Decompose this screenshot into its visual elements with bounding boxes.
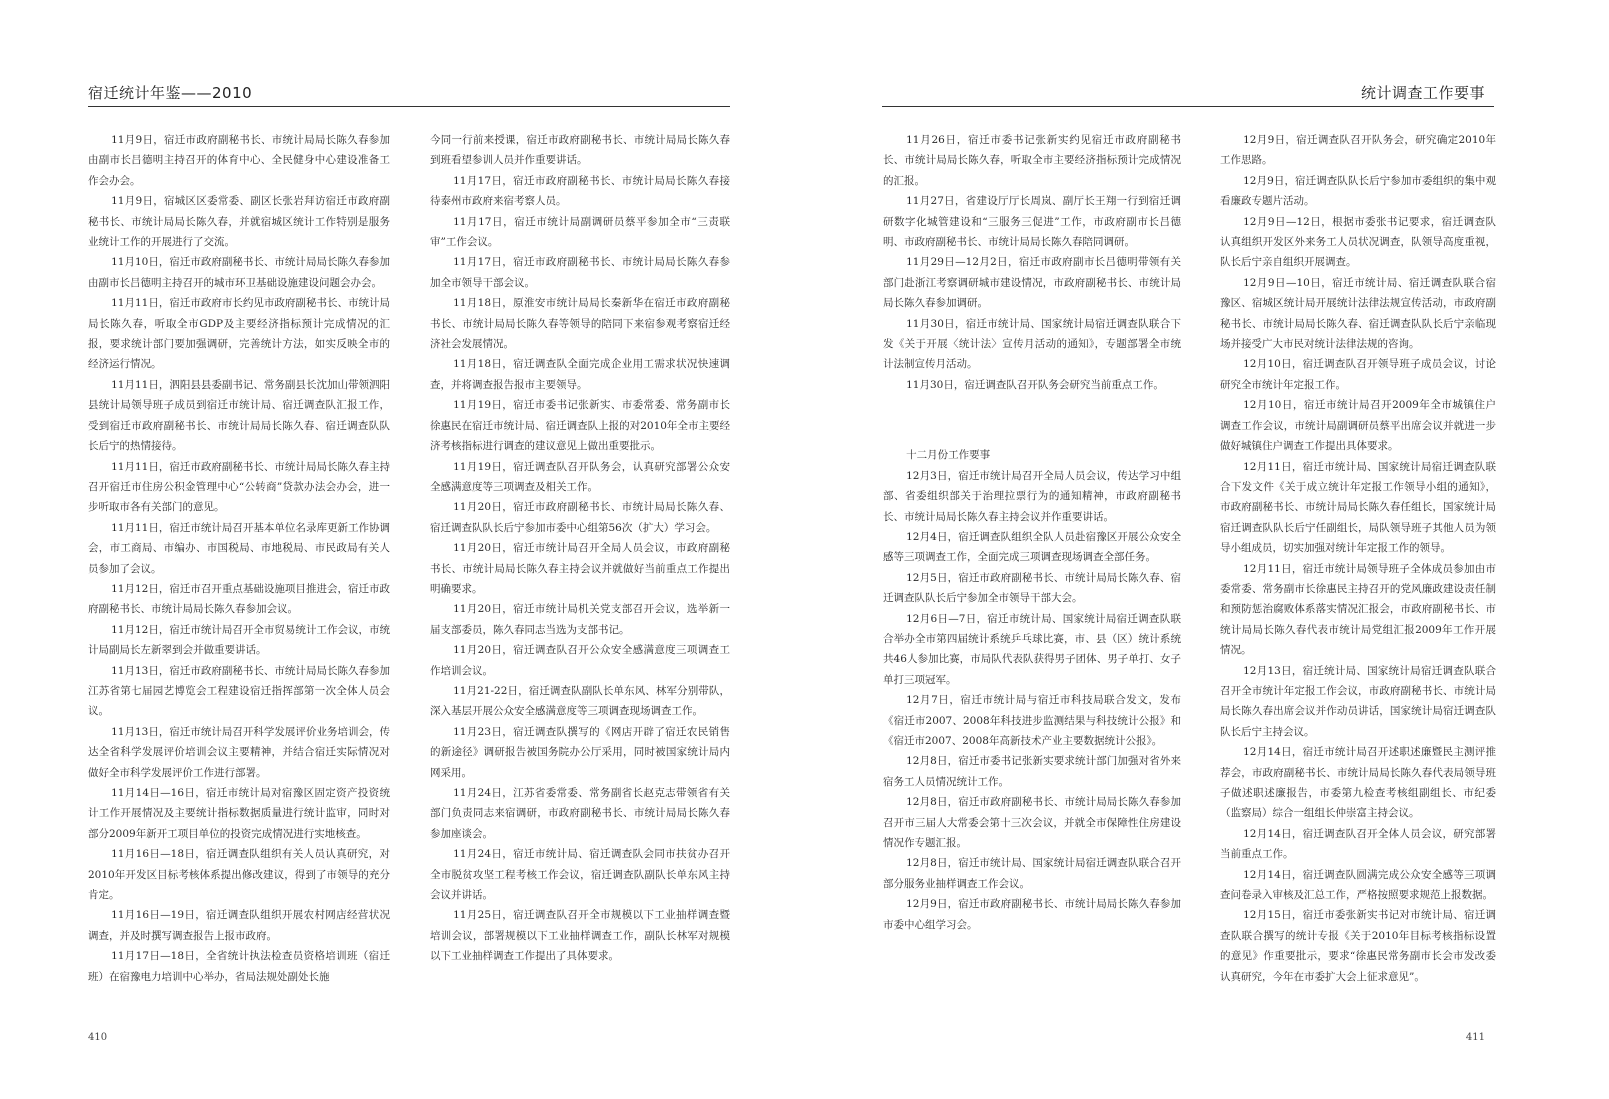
paragraph: 11月16日—18日，宿迁调查队组织有关人员认真研究，对2010年开发区目标考核体系提出修改建议，得到了市领导的充分肯定。 xyxy=(88,848,390,902)
paragraph: 12月13日，宿迁统计局、国家统计局宿迁调查队联合召开全市统计年定报工作会议，市政府副秘书长、市统计局局长陈久春出席会议并作动员讲话，国家统计局宿迁调查队队长后宁主持会议。 xyxy=(1220,664,1496,738)
paragraph: 11月11日，泗阳县县委副书记、常务副县长沈加山带领泗阳县统计局领导班子成员到宿迁市统计局、宿迁调查队汇报工作，受到宿迁市政府副秘书长、市统计局局长陈久春、宿迁调查队队长后宁的热情接待。 xyxy=(88,378,390,453)
paragraph: 12月9日，宿迁调查队队长后宁参加市委组织的集中观看廉政专题片活动。 xyxy=(1220,174,1496,208)
paragraph: 11月17日，宿迁市统计局副调研员蔡平参加全市“三责联审”工作会议。 xyxy=(430,215,730,249)
paragraph: 11月20日，宿迁市统计局召开全局人员会议，市政府副秘书长、市统计局局长陈久春主持会议并就做好当前重点工作提出明确要求。 xyxy=(430,542,730,595)
left-header-rule xyxy=(88,106,730,107)
right-page xyxy=(809,0,1609,1099)
paragraph: 12月6日—7日，宿迁市统计局、国家统计局宿迁调查队联合举办全市第四届统计系统乒乓球比赛，市、县（区）统计系统共46人参加比赛，市局队代表队获得男子团体、男子单打、女子单打三项冠军。 xyxy=(883,612,1181,686)
left-column-1 xyxy=(88,130,390,1020)
paragraph: 11月18日，宿迁调查队全面完成企业用工需求状况快速调查，并将调查报告报市主要领导。 xyxy=(430,358,730,391)
paragraph: 12月4日，宿迁调查队组织全队人员赴宿豫区开展公众安全感等三项调查工作，全面完成三项调查现场调查全部任务。 xyxy=(883,530,1181,564)
paragraph: 12月11日，宿迁市统计局、国家统计局宿迁调查队联合下发文件《关于成立统计年定报工作领导小组的通知》，市政府副秘书长、市统计局局长陈久春任组长，国家统计局宿迁调查队队长后宁任副组长，局队领导班子其他人员为领导小组成员，切实加强对统计年定报工作的领导。 xyxy=(1220,460,1496,555)
left-page xyxy=(0,0,800,1099)
paragraph: 11月29日—12月2日，宿迁市政府副市长吕德明带领有关部门赴浙江考察调研城市建设情况，市政府副秘书长、市统计局局长陈久春参加调研。 xyxy=(883,256,1181,310)
paragraph: 11月18日，原淮安市统计局局长秦新华在宿迁市政府副秘书长、市统计局局长陈久春等领导的陪同下来宿参观考察宿迁经济社会发展情况。 xyxy=(430,297,730,351)
paragraph: 12月7日，宿迁市统计局与宿迁市科技局联合发文，发布《宿迁市2007、2008年科技进步监测结果与科技统计公报》和《宿迁市2007、2008年高新技术产业主要数据统计公报》。 xyxy=(883,694,1181,747)
left-page-number: 410 xyxy=(88,1032,108,1043)
paragraph: 11月17日—18日，全省统计执法检查员资格培训班（宿迁班）在宿豫电力培训中心举办，省局法规处副处长施 xyxy=(88,950,390,983)
paragraph: 12月9日—12日，根据市委张书记要求，宿迁调查队认真组织开发区外来务工人员状况调查，队领导高度重视，队长后宁亲自组织开展调查。 xyxy=(1220,215,1496,269)
paragraph: 12月14日，宿迁调查队圆满完成公众安全感等三项调查问卷录入审核及汇总工作，严格按照要求规范上报数据。 xyxy=(1220,868,1496,902)
paragraph: 11月30日，宿迁调查队召开队务会研究当前重点工作。 xyxy=(906,378,1164,391)
paragraph: 12月8日，宿迁市政府副秘书长、市统计局局长陈久春参加召开市三届人大常委会第十三次会议，并就全市保障性住房建设情况作专题汇报。 xyxy=(883,796,1181,849)
paragraph: 11月30日，宿迁市统计局、国家统计局宿迁调查队联合下发《关于开展〈统计法〉宣传月活动的通知》，专题部署全市统计法制宣传月活动。 xyxy=(883,317,1181,371)
right-header-rule xyxy=(882,106,1494,107)
paragraph: 12月8日，宿迁市统计局、国家统计局宿迁调查队联合召开部分服务业抽样调查工作会议。 xyxy=(883,857,1181,890)
paragraph: 12月14日，宿迁调查队召开全体人员会议，研究部署当前重点工作。 xyxy=(1220,827,1496,861)
paragraph: 12月9日，宿迁市政府副秘书长、市统计局局长陈久春参加市委中心组学习会。 xyxy=(883,898,1181,931)
paragraph: 11月19日，宿迁市委书记张新实、市委常委、常务副市长徐惠民在宿迁市统计局、宿迁调查队上报的对2010年全市主要经济考核指标进行调查的建议意见上做出重要批示。 xyxy=(430,399,730,453)
paragraph: 11月12日，宿迁市统计局召开全市贸易统计工作会议，市统计局副局长左新翠到会并做重要讲话。 xyxy=(88,623,390,657)
paragraph: 11月11日，宿迁市统计局召开基本单位名录库更新工作协调会，市工商局、市编办、市国税局、市地税局、市民政局有关人员参加了会议。 xyxy=(88,521,390,575)
paragraph: 11月13日，宿迁市统计局召开科学发展评价业务培训会，传达全省科学发展评价培训会议主要精神，并结合宿迁实际情况对做好全市科学发展评价工作进行部署。 xyxy=(88,725,390,779)
paragraph: 12月15日，宿迁市委张新实书记对市统计局、宿迁调查队联合撰写的统计专报《关于2010年目标考核指标设置的意见》作重要批示，要求“徐惠民常务副市长会市发改委认真研究，今年在市委扩大会上征求意见”。 xyxy=(1220,909,1496,983)
paragraph: 12月10日，宿迁调查队召开领导班子成员会议，讨论研究全市统计年定报工作。 xyxy=(1220,358,1496,391)
paragraph: 12月8日，宿迁市委书记张新实要求统计部门加强对省外来宿务工人员情况统计工作。 xyxy=(883,755,1181,788)
right-page-number: 411 xyxy=(1465,1032,1485,1043)
paragraph: 11月14日—16日，宿迁市统计局对宿豫区固定资产投资统计工作开展情况及主要统计指标数据质量进行统计监审，同时对部分2009年新开工项目单位的投资完成情况进行实地核查。 xyxy=(88,787,390,840)
paragraph: 11月10日，宿迁市政府副秘书长、市统计局局长陈久春参加由副市长吕德明主持召开的城市环卫基础设施建设问题会办会。 xyxy=(88,256,390,289)
paragraph: 12月11日，宿迁市统计局领导班子全体成员参加由市委常委、常务副市长徐惠民主持召开的党风廉政建设责任制和预防惩治腐败体系落实情况汇报会，市政府副秘书长、市统计局局长陈久春代表市统计局党组汇报2009年工作开展情况。 xyxy=(1220,562,1496,657)
paragraph: 11月17日，宿迁市政府副秘书长、市统计局局长陈久春接待泰州市政府来宿考察人员。 xyxy=(430,174,730,208)
paragraph: 11月27日，省建设厅厅长周岚、副厅长王翔一行到宿迁调研数字化城管建设和“三服务三促进”工作，市政府副市长吕德明、市政府副秘书长、市统计局局长陈久春陪同调研。 xyxy=(883,195,1181,249)
paragraph: 11月13日，宿迁市政府副秘书长、市统计局局长陈久春参加江苏省第七届园艺博览会工程建设宿迁指挥部第一次全体人员会议。 xyxy=(88,664,390,718)
paragraph: 11月11日，宿迁市政府副秘书长、市统计局局长陈久春主持召开宿迁市住房公积金管理中心“公转商”贷款办法会办会，进一步听取市各有关部门的意见。 xyxy=(88,460,390,514)
paragraph: 12月14日，宿迁市统计局召开述职述廉暨民主测评推荐会，市政府副秘书长、市统计局局长陈久春代表局领导班子做述职述廉报告，市委第九检查考核组副组长、市纪委（监察局）综合一组组长仲崇富主持会议。 xyxy=(1220,746,1496,820)
paragraph: 12月3日，宿迁市统计局召开全局人员会议，传达学习中组部、省委组织部关于治理拉票行为的通知精神，市政府副秘书长、市统计局局长陈久春主持会议并作重要讲话。 xyxy=(883,469,1181,523)
paragraph: 11月19日，宿迁调查队召开队务会，认真研究部署公众安全感满意度等三项调查及相关工作。 xyxy=(430,460,730,493)
paragraph: 12月9日—10日，宿迁市统计局、宿迁调查队联合宿豫区、宿城区统计局开展统计法律法规宣传活动，市政府副秘书长、市统计局局长陈久春、宿迁调查队队长后宁亲临现场并接受广大市民对统计法律法规的咨询。 xyxy=(1220,276,1496,351)
paragraph: 11月23日，宿迁调查队撰写的《网店开辟了宿迁农民销售的新途径》调研报告被国务院办公厅采用，同时被国家统计局内网采用。 xyxy=(430,725,730,779)
paragraph: 11月9日，宿城区区委常委、副区长张岩拜访宿迁市政府副秘书长、市统计局局长陈久春，并就宿城区统计工作特别是服务业统计工作的开展进行了交流。 xyxy=(88,195,390,249)
paragraph: 11月9日，宿迁市政府副秘书长、市统计局局长陈久春参加由副市长吕德明主持召开的体育中心、全民健身中心建设准备工作会办会。 xyxy=(88,134,390,187)
paragraph: 12月5日，宿迁市政府副秘书长、市统计局局长陈久春、宿迁调查队队长后宁参加全市领导干部大会。 xyxy=(883,571,1181,605)
paragraph: 11月21-22日，宿迁调查队副队长单东风、林军分别带队，深入基层开展公众安全感满意度等三项调查现场调查工作。 xyxy=(430,684,730,718)
paragraph: 11月24日，江苏省委常委、常务副省长赵克志带领省有关部门负责同志来宿调研，市政府副秘书长、市统计局局长陈久春参加座谈会。 xyxy=(430,787,730,840)
paragraph: 11月17日，宿迁市政府副秘书长、市统计局局长陈久春参加全市领导干部会议。 xyxy=(430,256,730,289)
right-column-1 xyxy=(883,130,1181,1020)
paragraph: 11月20日，宿迁市政府副秘书长、市统计局局长陈久春、宿迁调查队队长后宁参加市委中心组第56次（扩大）学习会。 xyxy=(430,501,730,534)
paragraph: 11月16日—19日，宿迁调查队组织开展农村网店经营状况调查，并及时撰写调查报告上报市政府。 xyxy=(88,909,390,942)
left-column-2 xyxy=(430,130,730,1020)
right-running-head: 统计调查工作要事 xyxy=(1360,84,1485,102)
paragraph-continued: 今同一行前来授课，宿迁市政府副秘书长、市统计局局长陈久春到班看望参训人员并作重要讲话。 xyxy=(430,134,730,167)
paragraph: 12月9日，宿迁调查队召开队务会，研究确定2010年工作思路。 xyxy=(1220,134,1496,167)
left-running-head: 宿迁统计年鉴——2010 xyxy=(88,84,253,102)
paragraph: 11月26日，宿迁市委书记张新实约见宿迁市政府副秘书长、市统计局局长陈久春，听取全市主要经济指标预计完成情况的汇报。 xyxy=(883,134,1181,187)
paragraph: 11月12日，宿迁市召开重点基础设施项目推进会，宿迁市政府副秘书长、市统计局局长陈久春参加会议。 xyxy=(88,582,390,616)
right-column-2 xyxy=(1220,130,1496,1020)
section-title: 十二月份工作要事 xyxy=(906,449,991,462)
paragraph: 12月10日，宿迁市统计局召开2009年全市城镇住户调查工作会议，市统计局副调研员蔡平出席会议并就进一步做好城镇住户调查工作提出具体要求。 xyxy=(1220,399,1496,453)
paragraph: 11月20日，宿迁调查队召开公众安全感满意度三项调查工作培训会议。 xyxy=(430,644,730,677)
paragraph: 11月25日，宿迁调查队召开全市规模以下工业抽样调查暨培训会议，部署规模以下工业抽样调查工作，副队长林军对规模以下工业抽样调查工作提出了具体要求。 xyxy=(430,909,730,963)
paragraph: 11月24日，宿迁市统计局、宿迁调查队会同市扶贫办召开全市脱贫攻坚工程考核工作会议，宿迁调查队副队长单东风主持会议并讲话。 xyxy=(430,848,730,902)
paragraph: 11月11日，宿迁市政府市长约见市政府副秘书长、市统计局局长陈久春，听取全市GDP及主要经济指标预计完成情况的汇报，要求统计部门要加强调研，完善统计方法，如实反映全市的经济运行情况。 xyxy=(88,297,390,371)
paragraph: 11月20日，宿迁市统计局机关党支部召开会议，选举新一届支部委员，陈久春同志当选为支部书记。 xyxy=(430,603,730,636)
